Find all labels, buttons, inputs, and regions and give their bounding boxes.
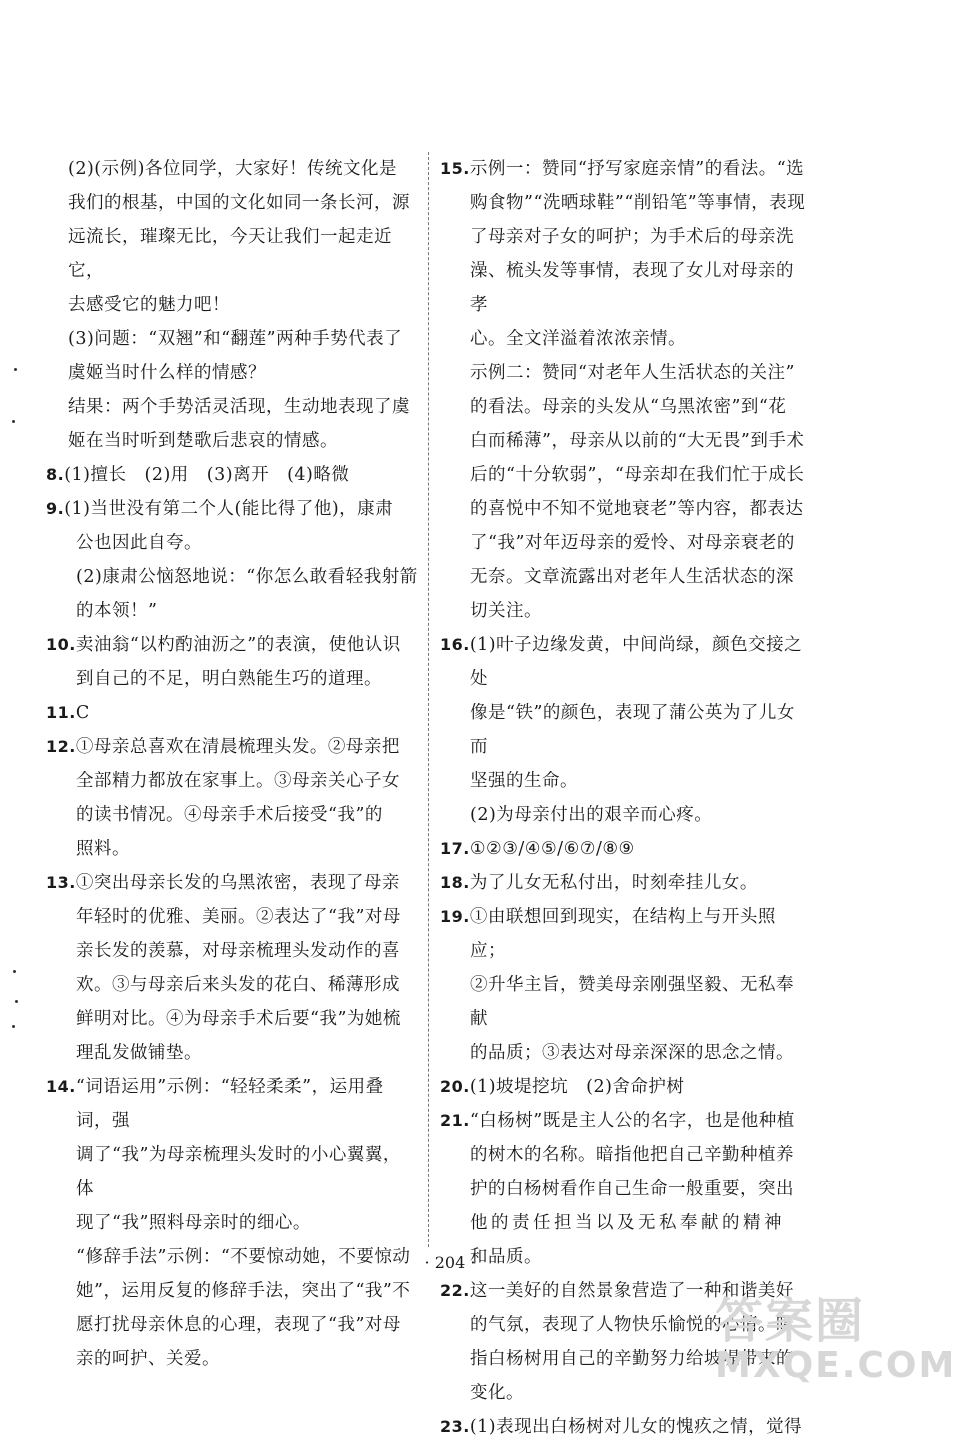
text-line: 的读书情况。④母亲手术后接受“我”的: [76, 805, 383, 825]
watermark-cn: 答案圈: [715, 1293, 866, 1349]
text-line: 公也因此自夸。: [76, 533, 202, 553]
answer-text: 示例一：赞同“抒写家庭亲情”的看法。“选: [469, 159, 805, 179]
text-line: 心。全文洋溢着浓浓亲情。: [470, 329, 686, 349]
text-line: 的本领！”: [76, 601, 158, 621]
text-line: 照料。: [76, 839, 130, 859]
text-line: 现了“我”照料母亲时的细心。: [76, 1213, 311, 1233]
answer-text: “白杨树”既是主人公的名字，也是他种植: [469, 1111, 795, 1131]
question-number: 13.: [46, 873, 76, 892]
scan-speck: [12, 420, 15, 423]
answer-text: ①由联想回到现实，在结构上与开头照应；: [469, 907, 776, 961]
text-line: 像是“铁”的颜色，表现了蒲公英为了儿女而: [470, 703, 795, 757]
question-number: 8.: [46, 465, 65, 484]
answer-text: 为了儿女无私付出，时刻牵挂儿女。: [469, 873, 758, 893]
question-number: 21.: [440, 1111, 470, 1130]
text-line: 澡、梳头发等事情，表现了女儿对母亲的孝: [470, 261, 794, 315]
answer-9-sub: [46, 560, 418, 628]
text-line: 了“我”对年迈母亲的爱怜、对母亲衰老的: [470, 533, 795, 553]
watermark-logo: [715, 1293, 956, 1390]
question-number: 20.: [440, 1077, 470, 1096]
text-line: 亲的呵护、关爱。: [76, 1349, 220, 1369]
text-line: 后的“十分软弱”，“母亲却在我们忙于成长: [470, 465, 805, 485]
answer-text: ①突出母亲长发的乌黑浓密，表现了母亲: [75, 873, 400, 893]
text-line: 去感受它的魅力吧！: [68, 295, 230, 315]
question-number: 22.: [440, 1281, 470, 1300]
answer-text: (1)当世没有第二个人(能比得了他)，康肃: [64, 499, 394, 519]
scan-speck: [12, 1025, 15, 1028]
text-line: (3)问题：“双翘”和“翻莲”两种手势代表了: [68, 329, 403, 349]
question-number: 12.: [46, 737, 76, 756]
text-line: 切关注。: [470, 601, 542, 621]
answer-8: [46, 458, 418, 492]
answer-text: 这一美好的自然景象营造了一种和谐美好: [469, 1281, 794, 1301]
answer-text: (1)表现出白杨树对儿女的愧疚之情，觉得: [469, 1417, 803, 1437]
text-line: 理乱发做铺垫。: [76, 1043, 202, 1063]
text-line: (2)康肃公恼怒地说：“你怎么敢看轻我射箭: [76, 567, 418, 587]
answer-23: [440, 1410, 808, 1444]
text-line: 年轻时的优雅、美丽。②表达了“我”对母: [76, 907, 401, 927]
question-number: 15.: [440, 159, 470, 178]
scan-speck: [15, 1000, 18, 1003]
answer-10: [46, 628, 418, 696]
text-line: 示例二：赞同“对老年人生活状态的关注”: [470, 363, 795, 383]
text-line: 购食物”“洗晒球鞋”“削铅笔”等事情，表现: [470, 193, 806, 213]
text-line: 愿打扰母亲休息的心理，表现了“我”对母: [76, 1315, 401, 1335]
answer-11: [46, 696, 418, 730]
answer-15: [440, 152, 808, 356]
text-line: (2)为母亲付出的艰辛而心疼。: [470, 805, 713, 825]
text-line: 无奈。文章流露出对老年人生活状态的深: [470, 567, 794, 587]
text-line: 的气氛，表现了人物快乐愉悦的心情。暗: [470, 1315, 794, 1335]
answer-19: [440, 900, 808, 1070]
text-line: 我们的根基，中国的文化如同一条长河，源: [68, 193, 410, 213]
answer-9: [46, 492, 418, 560]
text-line: (2)(示例)各位同学，大家好！传统文化是: [68, 159, 397, 179]
page-number: · 204 ·: [424, 1253, 476, 1272]
question-number: 11.: [46, 703, 76, 722]
text-line: 到自己的不足，明白熟能生巧的道理。: [76, 669, 382, 689]
text-line: 的品质；③表达对母亲深深的思念之情。: [470, 1043, 794, 1063]
watermark-en: MXQE.COM: [715, 1345, 956, 1386]
question-number: 18.: [440, 873, 470, 892]
answer-text: “词语运用”示例：“轻轻柔柔”，运用叠词，强: [75, 1077, 384, 1131]
answer-text: (1)坡堤挖坑 (2)舍命护树: [469, 1077, 685, 1097]
text-line: 调了“我”为母亲梳理头发时的小心翼翼，体: [76, 1145, 401, 1199]
answer-20: [440, 1070, 808, 1104]
scan-speck: [14, 368, 17, 371]
answer-text: (1)擅长 (2)用 (3)离开 (4)略微: [64, 465, 350, 485]
text-line: 的树木的名称。暗指他把自己辛勤种植养: [470, 1145, 794, 1165]
text-line: 结果：两个手势活灵活现，生动地表现了虞: [68, 397, 410, 417]
text-line: “修辞手法”示例：“不要惊动她，不要惊动: [76, 1247, 411, 1267]
text-line: 鲜明对比。④为母亲手术后要“我”为她梳: [76, 1009, 401, 1029]
question-number: 17.: [440, 839, 470, 858]
text-line: 他的责任担当以及无私奉献的精神: [470, 1213, 785, 1233]
text-line: ②升华主旨，赞美母亲刚强坚毅、无私奉献: [470, 975, 794, 1029]
answer-text: ①②③/④⑤/⑥⑦/⑧⑨: [469, 839, 635, 859]
question-number: 10.: [46, 635, 76, 654]
text-line: 变化。: [470, 1383, 524, 1403]
question-number: 14.: [46, 1077, 76, 1096]
text-line: 坚强的生命。: [470, 771, 578, 791]
answer-16-sub: [440, 798, 808, 832]
text-line: 亲长发的羡慕，对母亲梳理头发动作的喜: [76, 941, 400, 961]
text-line: 虞姬当时什么样的情感？: [68, 363, 266, 383]
answer-15-sub: [440, 356, 808, 628]
question-number: 9.: [46, 499, 65, 518]
answer-text: 卖油翁“以杓酌油沥之”的表演，使他认识: [75, 635, 401, 655]
answer-13: [46, 866, 418, 1070]
text-line: 全部精力都放在家事上。③母亲关心子女: [76, 771, 400, 791]
text-line: 欢。③与母亲后来头发的花白、稀薄形成: [76, 975, 400, 995]
text-line: 远流长，璀璨无比，今天让我们一起走近它，: [68, 227, 392, 281]
answer-text: C: [75, 703, 90, 723]
answer-text: (1)叶子边缘发黄，中间尚绿，颜色交接之处: [469, 635, 803, 689]
answer-14: [46, 1070, 418, 1240]
answer-12: [46, 730, 418, 866]
answer-18: [440, 866, 808, 900]
text-line: 了母亲对子女的呵护；为手术后的母亲洗: [470, 227, 794, 247]
text-line: 白而稀薄”，母亲从以前的“大无畏”到手术: [470, 431, 805, 451]
question-number: 16.: [440, 635, 470, 654]
question-number: 23.: [440, 1417, 470, 1436]
left-column: [46, 152, 418, 1376]
text-line: 指白杨树用自己的辛勤努力给坡堤带来的: [470, 1349, 794, 1369]
answer-16: [440, 628, 808, 798]
text-line: 她”，运用反复的修辞手法，突出了“我”不: [76, 1281, 411, 1301]
text-line: 护的白杨树看作自己生命一般重要，突出: [470, 1179, 794, 1199]
column-divider: [428, 152, 429, 1247]
scan-speck: [13, 970, 16, 973]
question-number: 19.: [440, 907, 470, 926]
text-line: 的看法。母亲的头发从“乌黑浓密”到“花: [470, 397, 787, 417]
text-line: 姬在当时听到楚歌后悲哀的情感。: [68, 431, 338, 451]
text-line: 和品质。: [470, 1247, 542, 1267]
answer-17: [440, 832, 808, 866]
answer-21: [440, 1104, 808, 1274]
text-line: 的喜悦中不知不觉地衰老”等内容，都表达: [470, 499, 804, 519]
q7-continuation: [46, 152, 418, 458]
right-column: [440, 152, 808, 1444]
answer-text: ①母亲总喜欢在清晨梳理头发。②母亲把: [75, 737, 400, 757]
